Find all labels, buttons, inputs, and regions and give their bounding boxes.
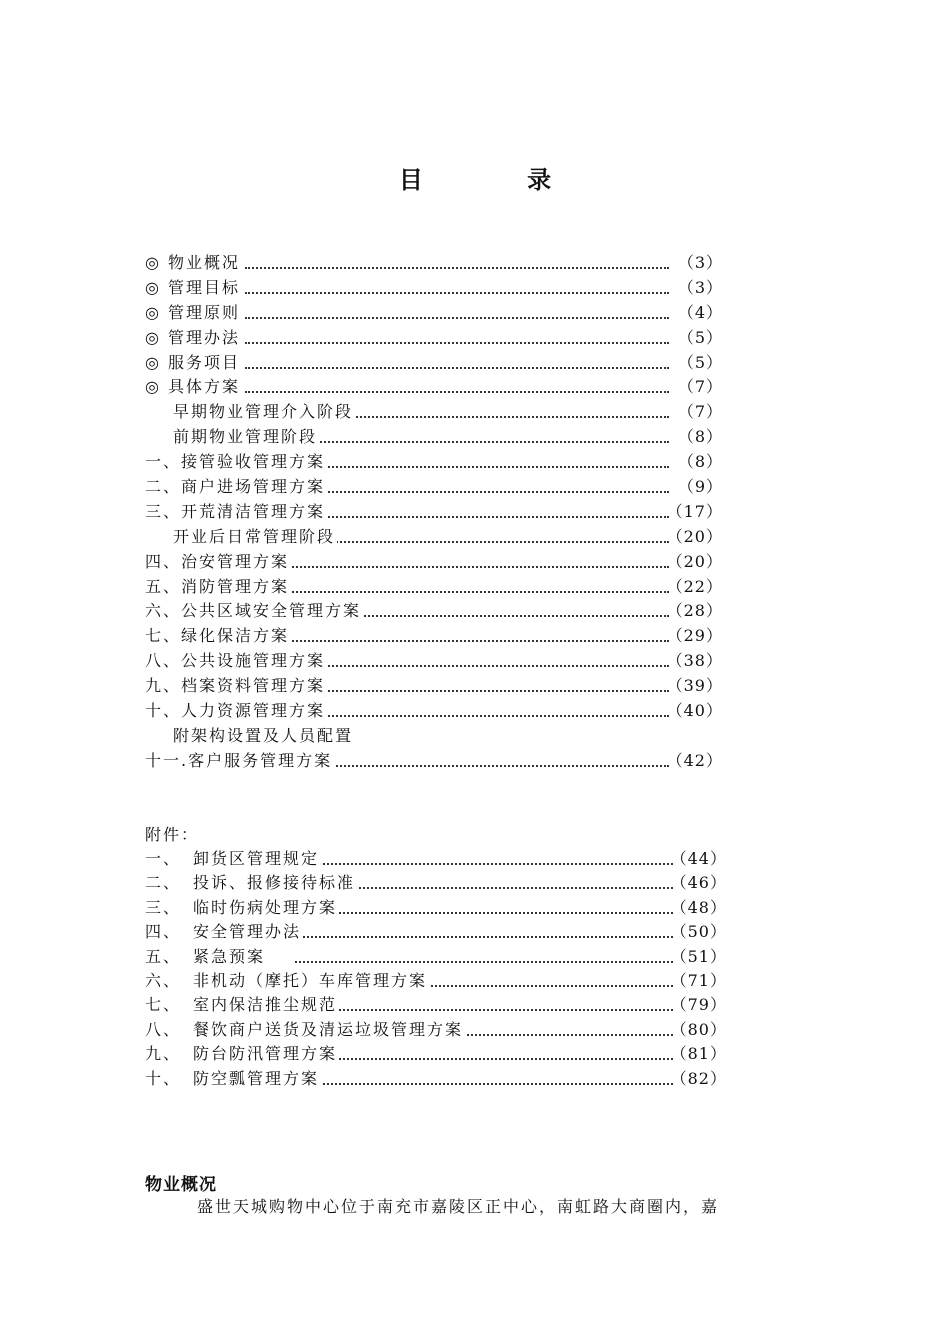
annex-entry-number: 六、 [145,970,182,990]
annex-entry-label: 室内保洁推尘规范 [193,993,339,1017]
toc-entry-label: ◎ 管理原则 [145,301,242,326]
annex-entry[interactable] [145,1018,735,1042]
annex-entry[interactable] [145,871,735,895]
toc-entry-label: ◎ 管理办法 [145,326,242,351]
toc-entry-page: （8） [677,452,723,472]
toc-entry[interactable] [145,276,735,301]
annex-leader-dots [295,912,673,914]
toc-entry-label: 早期物业管理介入阶段 [173,400,355,425]
annex-entry[interactable] [145,1067,735,1091]
annex-entry-label: 安全管理办法 [193,920,303,944]
annex-entry-label: 餐饮商户送货及清运垃圾管理方案 [193,1018,465,1042]
toc-leader-dots [245,640,669,642]
annex-entry[interactable] [145,847,735,871]
toc-entry-page: （29） [666,626,723,646]
annex-list [145,847,735,1091]
annex-entry-page: （51） [670,946,727,966]
annex-leader-dots [295,863,673,865]
annex-entry-number: 七、 [145,995,182,1015]
annex-entry[interactable] [145,993,735,1017]
annex-entry-page: （79） [670,995,727,1015]
toc-entry[interactable] [145,326,735,351]
toc-entry-label: ◎ 物业概况 [145,251,242,276]
toc-entry[interactable] [145,351,735,376]
toc-entry-label: 十、人力资源管理方案 [145,699,327,724]
toc-leader-dots [245,342,669,344]
toc-entry[interactable] [145,674,735,699]
toc-entry-label: 一、接管验收管理方案 [145,450,327,475]
annex-entry-label: 非机动（摩托）车库管理方案 [193,969,429,993]
toc-entry-page: （20） [666,551,723,571]
toc-entry-label: 三、开荒清洁管理方案 [145,500,327,525]
toc-entry-page: （38） [666,651,723,671]
toc-entry[interactable] [145,649,735,674]
annex-entry[interactable] [145,896,735,920]
toc-entry-page: （3） [677,277,723,297]
annex-entry-label: 卸货区管理规定 [193,847,321,871]
annex-leader-dots [295,1058,673,1060]
toc-entry-label: ◎ 具体方案 [145,375,242,400]
annex-entry-label: 临时伤病处理方案 [193,896,339,920]
toc-entry-page: （39） [666,676,723,696]
annex-entry-page: （81） [670,1044,727,1064]
annex-entry-number: 一、 [145,849,182,868]
toc-entry[interactable] [145,575,735,600]
toc-entry-page: （28） [666,601,723,621]
toc-entry-label: 十一.客户服务管理方案 [145,749,334,774]
toc-entry-label: 八、公共设施管理方案 [145,649,327,674]
annex-heading: 附件： [145,825,200,844]
annex-entry-page: （46） [670,873,727,893]
toc-entry-page: （40） [666,701,723,721]
annex-entry-number: 九、 [145,1044,182,1064]
toc-entry-page: （3） [677,253,723,272]
annex-entry[interactable] [145,969,735,993]
annex-entry-number: 二、 [145,873,182,893]
toc-entry-label: 六、公共区域安全管理方案 [145,599,363,624]
toc-entry-page: （17） [666,501,723,521]
toc-entry[interactable] [145,475,735,500]
annex-leader-dots [295,1083,673,1085]
toc-entry-page: （7） [677,377,723,397]
toc-entry-page: （22） [666,576,723,596]
toc-entry[interactable] [145,301,735,326]
toc-entry-label: ◎ 服务项目 [145,351,242,376]
annex-leader-dots [295,936,673,938]
annex-entry-page: （50） [670,922,727,942]
annex-entry[interactable] [145,945,735,969]
toc-leader-dots [245,591,669,593]
annex-entry-label: 防空瓢管理方案 [193,1067,321,1091]
annex-entry-label: 投诉、报修接待标准 [193,871,357,895]
toc-title: 目 录 [398,165,600,194]
toc-entry[interactable] [145,724,735,749]
annex-leader-dots [295,1009,673,1011]
toc-entry-page: （8） [677,427,723,447]
toc-entry-label: 七、绿化保洁方案 [145,624,291,649]
toc-entry[interactable] [145,550,735,575]
toc-entry[interactable] [145,525,735,550]
toc-entry-label: 五、消防管理方案 [145,575,291,600]
annex-entry-number: 三、 [145,897,182,917]
toc-entry[interactable] [145,400,735,425]
annex-entry-number: 五、 [145,946,182,966]
toc-entry-label: 开业后日常管理阶段 [173,525,337,550]
toc-entry[interactable] [145,599,735,624]
annex-entry-page: （82） [670,1068,727,1088]
toc-entry-page: （7） [677,402,723,422]
toc-leader-dots [245,317,669,319]
toc-entry[interactable] [145,251,735,276]
toc-entry-page: （42） [666,750,723,770]
toc-entry-page: （5） [677,327,723,347]
toc-entry[interactable] [145,624,735,649]
toc-entry[interactable] [145,425,735,450]
annex-entry-number: 十、 [145,1068,182,1088]
toc-entry[interactable] [145,699,735,724]
toc-entry-label: ◎ 管理目标 [145,276,242,301]
toc-leader-dots [245,566,669,568]
section-paragraph: 盛世天城购物中心位于南充市嘉陵区正中心，南虹路大商圈内，嘉 [197,1197,720,1216]
annex-entry-page: （48） [670,897,727,917]
annex-entry-page: （80） [670,1019,727,1039]
annex-entry-label: 防台防汛管理方案 [193,1042,339,1066]
toc-entry[interactable] [145,375,735,400]
toc-entry-page: （5） [677,352,723,372]
toc-entry-page: （9） [677,477,723,497]
toc-entry-label: 二、商户进场管理方案 [145,475,327,500]
toc-leader-dots [245,367,669,369]
annex-entry-number: 四、 [145,922,182,942]
toc-entry-label: 附架构设置及人员配置 [173,724,355,749]
annex-entry-page: （71） [670,970,727,990]
toc-entry[interactable] [145,500,735,525]
annex-entry-number: 八、 [145,1019,182,1039]
toc-entry-label: 前期物业管理阶段 [173,425,319,450]
annex-leader-dots [295,961,673,963]
annex-entry[interactable] [145,920,735,944]
toc-list [145,251,735,774]
annex-entry[interactable] [145,1042,735,1066]
toc-leader-dots [245,391,669,393]
toc-entry-page: （4） [677,302,723,322]
toc-entry[interactable] [145,450,735,475]
toc-leader-dots [245,267,669,269]
annex-entry-label: 紧急预案 [193,945,267,969]
annex-entry-page: （44） [670,849,727,868]
toc-leader-dots [245,292,669,294]
toc-entry[interactable] [145,749,735,774]
toc-entry-label: 四、治安管理方案 [145,550,291,575]
section-heading: 物业概况 [145,1175,217,1195]
toc-entry-page: （20） [666,526,723,546]
toc-entry-label: 九、档案资料管理方案 [145,674,327,699]
